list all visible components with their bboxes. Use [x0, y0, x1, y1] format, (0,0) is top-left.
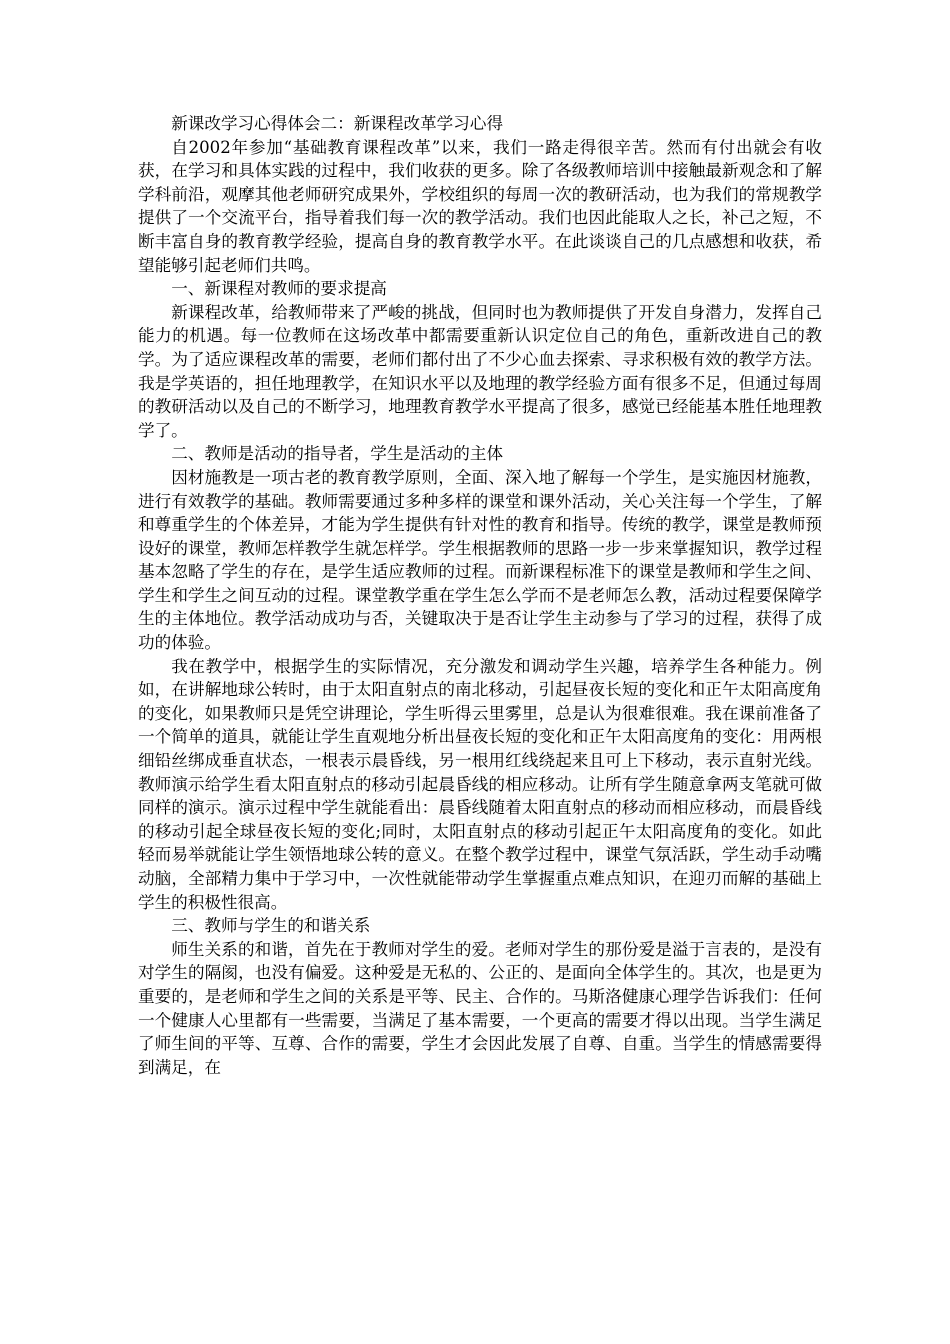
section-1-paragraph-1: 新课程改革，给教师带来了严峻的挑战，但同时也为教师提供了开发自身潜力，发挥自己能力的机遇。每一位教师在这场改革中都需要重新认识定位自己的角色，重新改进自己的教学。为了适应课程改革的需要，老师们都付出了不少心血去探索、寻求积极有效的教学方法。我是学英语的，担任地理教学，在知识水平以及地理的教学经验方面有很多不足，但通过每周的教研活动以及自己的不断学习，地理教育教学水平提高了很多，感觉已经能基本胜任地理教学了。 [138, 302, 822, 440]
section-2-paragraph-1: 因材施教是一项古老的教育教学原则，全面、深入地了解每一个学生，是实施因材施教，进行有效教学的基础。教师需要通过多种多样的课堂和课外活动，关心关注每一个学生，了解和尊重学生的个体差异，才能为学生提供有针对性的教育和指导。传统的教学，课堂是教师预设好的课堂，教师怎样教学生就怎样学。学生根据教师的思路一步一步来掌握知识，教学过程基本忽略了学生的存在，是学生适应教师的过程。而新课程标准下的课堂是教师和学生之间、学生和学生之间互动的过程。课堂教学重在学生怎么学而不是老师怎么教，活动过程要保障学生的主体地位。教学活动成功与否，关键取决于是否让学生主动参与了学习的过程，获得了成功的体验。 [138, 467, 822, 653]
document-title: 新课改学习心得体会二：新课程改革学习心得 [171, 114, 504, 133]
section-heading-3: 三、教师与学生的和谐关系 [171, 916, 371, 936]
section-heading-2: 二、教师是活动的指导者，学生是活动的主体 [171, 444, 504, 464]
section-3-paragraph-1: 师生关系的和谐，首先在于教师对学生的爱。老师对学生的那份爱是溢于言表的，是没有对学生的隔阂，也没有偏爱。这种爱是无私的、公正的、是面向全体学生的。其次，也是更为重要的，是老师和学生之间的关系是平等、民主、合作的。马斯洛健康心理学告诉我们：任何一个健康人心里都有一些需要，当满足了基本需要，一个更高的需要才得以出现。当学生满足了师生间的平等、互尊、合作的需要，学生才会因此发展了自尊、自重。当学生的情感需要得到满足，在 [138, 939, 822, 1077]
section-2-paragraph-2: 我在教学中，根据学生的实际情况，充分激发和调动学生兴趣，培养学生各种能力。例如，在讲解地球公转时，由于太阳直射点的南北移动，引起昼夜长短的变化和正午太阳高度角的变化，如果教师只是凭空讲理论，学生听得云里雾里，总是认为很难很难。我在课前准备了一个简单的道具，就能让学生直观地分析出昼夜长短的变化和正午太阳高度角的变化：用两根细铅丝绑成垂直状态，一根表示晨昏线，另一根用红线绕起来且可上下移动，表示直射光线。教师演示给学生看太阳直射点的移动引起晨昏线的相应移动。让所有学生随意拿两支笔就可做同样的演示。演示过程中学生就能看出：晨昏线随着太阳直射点的移动而相应移动，而晨昏线的移动引起全球昼夜长短的变化;同时，太阳直射点的移动引起正午太阳高度角的变化。如此轻而易举就能让学生领悟地球公转的意义。在整个教学过程中，课堂气氛活跃，学生动手动嘴动脑，全部精力集中于学习中，一次性就能带动学生掌握重点难点知识，在迎刃而解的基础上学生的积极性很高。 [138, 656, 822, 912]
section-heading-1: 一、新课程对教师的要求提高 [171, 279, 387, 299]
document-page [138, 112, 822, 1079]
intro-paragraph: 自2002年参加“基础教育课程改革”以来，我们一路走得很辛苦。然而有付出就会有收获，在学习和具体实践的过程中，我们收获的更多。除了各级教师培训中接触最新观念和了解学科前沿，观摩其他老师研究成果外，学校组织的每周一次的教研活动，也为我们的常规教学提供了一个交流平台，指导着我们每一次的教学活动。我们也因此能取人之长，补己之短，不断丰富自身的教育教学经验，提高自身的教育教学水平。在此谈谈自己的几点感想和收获，希望能够引起老师们共鸣。 [138, 137, 822, 275]
